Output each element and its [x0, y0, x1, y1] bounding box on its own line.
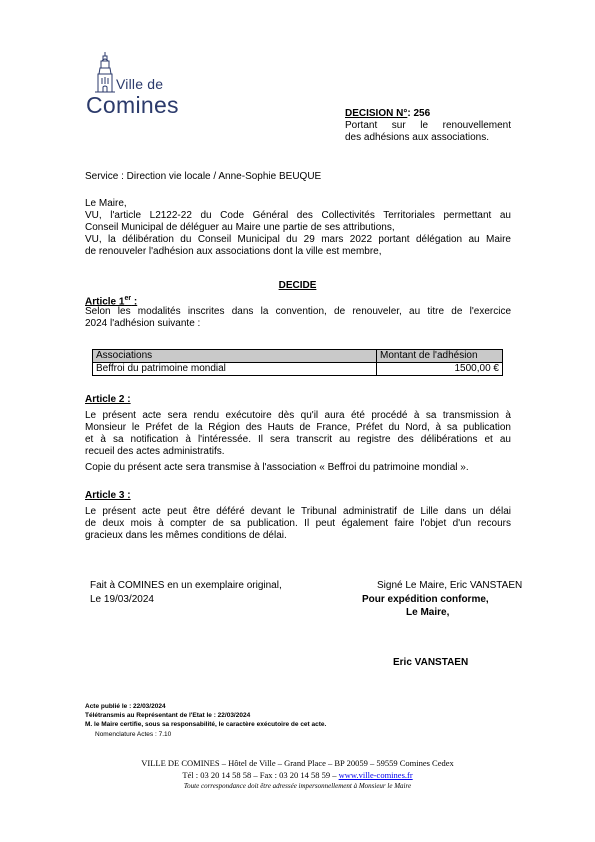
- fait-a-line: Fait à COMINES en un exemplaire original,: [90, 580, 282, 591]
- article-1-line-2: 2024 l'adhésion suivante :: [85, 318, 201, 329]
- article-2-title: Article 2 :: [85, 394, 131, 405]
- logo-line-comines: Comines: [86, 92, 179, 118]
- decide-heading: DECIDE: [278, 280, 317, 291]
- mayor-name: Eric VANSTAEN: [393, 657, 469, 668]
- footer-tagline: Toute correspondance doit être adressée impersonnellement à Monsieur le Maire: [183, 782, 412, 790]
- article-2-line-1: Le présent acte sera rendu exécutoire dès qu'il aura été procédé à sa transmission à: [85, 410, 511, 421]
- article-1-title-colon: :: [131, 296, 138, 308]
- table-header-montant: Montant de l'adhésion: [377, 350, 503, 363]
- article-2-line-3: et à sa notification à l'intéressée. Il sera transcrit au registre des délibérations et au: [85, 434, 511, 445]
- article-2-line-2: Monsieur le Préfet de la Région des Hauts de France, Préfet du Nord, à sa publication: [85, 422, 511, 433]
- table-header-associations: Associations: [93, 350, 377, 363]
- article-3-line-2: de deux mois à compter de sa publication. Il peut également faire l'objet d'un recours: [85, 518, 511, 529]
- decision-label: DECISION N°: [345, 108, 408, 119]
- adhesion-table: [92, 349, 503, 376]
- transmission-date: Télétransmis au Représentant de l'Etat le : 22/03/2024: [85, 712, 251, 719]
- article-2-line-4: recueil des actes administratifs.: [85, 446, 225, 457]
- article-1-line-1: Selon les modalités inscrites dans la convention, de renouveler, au titre de l'exercice: [85, 306, 511, 317]
- ville-de-comines-logo: [86, 52, 186, 122]
- article-1-title-text: Article 1: [85, 296, 125, 308]
- executory-certification: M. le Maire certifie, sous sa responsabilité, le caractère exécutoire de cet acte.: [85, 721, 327, 728]
- preamble-line-4: de renouveler l'adhésion aux associations dont la ville est membre,: [85, 246, 382, 257]
- le-maire-line: Le Maire,: [406, 607, 450, 618]
- website-link[interactable]: www.ville-comines.fr: [338, 770, 413, 780]
- service-line: Service : Direction vie locale / Anne-Sophie BEUQUE: [85, 171, 322, 182]
- publication-date: Acte publié le : 22/03/2024: [85, 703, 166, 710]
- belfry-icon: [94, 52, 116, 94]
- article-1-title-sup: er: [124, 295, 132, 302]
- table-cell-association: Beffroi du patrimoine mondial: [93, 363, 377, 376]
- logo-line-ville-de: Ville de: [116, 76, 164, 92]
- article-2-line-5: Copie du présent acte sera transmise à l'association « Beffroi du patrimoine mondial ».: [85, 462, 469, 473]
- nomenclature: Nomenclature Actes : 7.10: [95, 731, 172, 738]
- footer-phone-fax: Tél : 03 20 14 58 58 – Fax : 03 20 14 58 59 –: [182, 770, 339, 780]
- expedition-line: Pour expédition conforme,: [362, 594, 489, 605]
- fait-date-line: Le 19/03/2024: [90, 594, 154, 605]
- preamble-line-2: Conseil Municipal de déléguer au Maire une partie de ses attributions,: [85, 222, 395, 233]
- decision-header: [345, 108, 511, 144]
- article-3-line-1: Le présent acte peut être déféré devant le Tribunal administratif de Lille dans un délai: [85, 506, 511, 517]
- decision-number: : 256: [407, 108, 431, 119]
- decision-number-line: [345, 108, 511, 120]
- table-cell-montant: 1500,00 €: [377, 363, 503, 376]
- preamble-title: Le Maire,: [85, 198, 127, 209]
- decision-subject-line-2: des adhésions aux associations.: [345, 132, 489, 143]
- footer-address: VILLE DE COMINES – Hôtel de Ville – Grand Place – BP 20059 – 59559 Comines Cedex: [141, 758, 454, 768]
- article-3-title: Article 3 :: [85, 490, 131, 501]
- article-3-line-3: gracieux dans les mêmes conditions de délai.: [85, 530, 287, 541]
- footer-contact: [0, 770, 595, 781]
- decision-subject-line-1: Portant sur le renouvellement: [345, 120, 511, 131]
- table-row: [93, 363, 503, 376]
- signe-line: Signé Le Maire, Eric VANSTAEN: [377, 580, 523, 591]
- preamble-line-3: VU, la délibération du Conseil Municipal du 29 mars 2022 portant délégation au Maire: [85, 234, 511, 245]
- preamble-line-1: VU, l'article L2122-22 du Code Général des Collectivités Territoriales permettant au: [85, 210, 511, 221]
- table-header-row: [93, 350, 503, 363]
